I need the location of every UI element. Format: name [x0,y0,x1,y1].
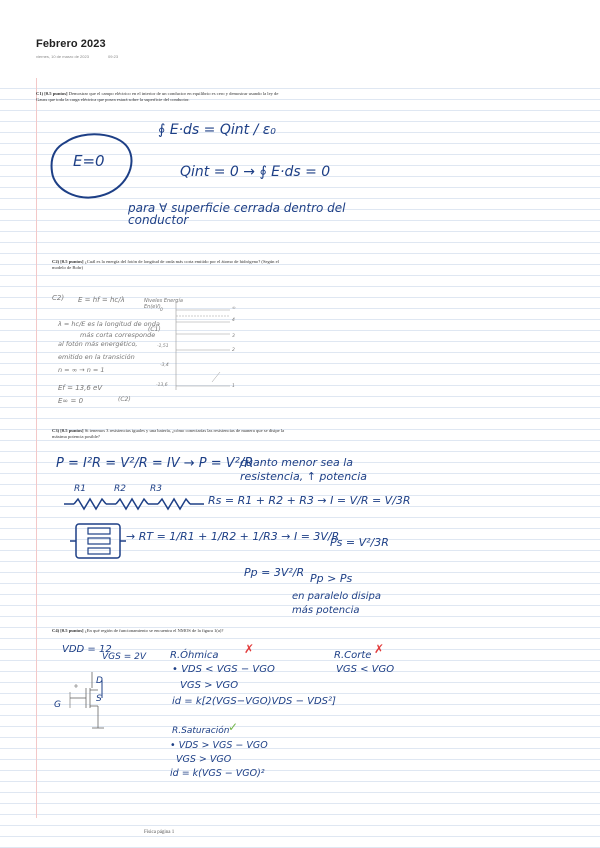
gauss-note: para ∀ superficie cerrada dentro del conductor [128,201,346,227]
page-title: Febrero 2023 [36,38,106,50]
question-c3-text: Si tenemos 3 resistencias iguales y una batería, ¿cómo conectarías las resistencias de manera que se disipe la máxima potencia posible? [52,428,285,439]
source-label: S [96,694,102,704]
gate-label: G [54,700,61,710]
parallel-power: Pp = 3V²/R [244,566,305,579]
power-compare: Pp > Ps [310,572,353,585]
parallel-circuit [70,522,126,562]
corte-condition: VGS < VGO [336,664,395,675]
level-n: 2 [232,348,235,353]
pencil-line: E∞ = 0 [58,397,84,405]
drain-label: D [96,676,103,686]
page-meta [36,54,136,59]
ohmica-wrong-mark: ✗ [244,642,255,656]
vgs-label: VGS = 2V [102,652,146,662]
ohmica-condition: VGS > VGO [180,680,239,691]
level-n: ∞ [232,306,236,311]
series-power: Ps = V²/3R [330,536,389,549]
corte-wrong-mark: ✗ [374,642,385,656]
vdd-label: VDD = 12 [62,644,112,655]
nmos-circuit [62,668,116,736]
page-date: viernes, 10 de marzo de 2023 [36,54,89,59]
pencil-note: (C1) [148,326,161,333]
ohmica-equation: id = k[2(VGS−VGO)VDS − VDS²] [172,696,336,707]
pencil-line: λ = hc/E es la longitud de onda [58,320,160,328]
question-c3-label: C3) [0.5 puntos] [52,428,84,433]
parallel-equation: → RT = 1/R1 + 1/R2 + 1/R3 → I = 3V/R [126,530,340,543]
pencil-line: Ef = 13,6 eV [58,384,103,392]
question-c1 [36,91,286,103]
margin-line [36,78,37,818]
ohmica-title: R.Óhmica [170,650,219,661]
question-c4-text: ¿En qué región de funcionamiento se encuentra el NMOS de la figura 1(a)? [84,628,224,633]
gauss-equation: ∮ E·ds = Qint / ε₀ [158,122,276,138]
corte-title: R.Corte [334,650,372,661]
page-time: 09:23 [108,54,119,59]
series-circuit [64,488,214,514]
question-c2-text: ¿Cuál es la energía del fotón de longitud de onda más corta emitido por el átomo de hidrógeno? (Según el modelo de Bohr) [52,259,279,270]
pencil-line: n = ∞ → n = 1 [58,366,105,374]
level-n: 1 [232,384,235,389]
energy-diagram-title: Niveles Energía En(eV) [144,298,183,310]
saturation-right-mark: ✓ [228,720,239,734]
question-c2-label: C2) [0.5 puntos] [52,259,84,264]
gauss-zero-equation: Qint = 0 → ∮ E·ds = 0 [180,164,331,180]
power-conclusion: en paralelo disipa más potencia [292,591,381,616]
page-number: Física página 1 [144,830,175,835]
level-n: 3 [232,334,235,339]
series-r-label: R1 [74,484,86,494]
level-value: -1,51 [157,344,169,349]
question-c3 [52,428,290,440]
series-r-label: R3 [150,484,162,494]
question-c1-label: C1) [0.5 puntos] [36,91,68,96]
series-r-label: R2 [114,484,126,494]
power-note: cuanto menor sea la resistencia, ↑ potencia [240,456,368,483]
blob-label: E=0 [73,152,105,170]
pencil-note: (C2) [118,396,131,403]
ohmica-condition: • VDS < VGS − VGO [172,664,275,675]
series-equation: Rs = R1 + R2 + R3 → I = V/R = V/3R [208,494,411,507]
level-value: -3,4 [160,363,169,368]
pencil-line: al fotón más energético, [58,340,138,348]
saturation-condition: VGS > VGO [176,754,232,765]
saturation-equation: id = k(VGS − VGO)² [170,768,265,779]
level-value: 0 [160,308,163,313]
level-n: 4 [232,318,235,323]
level-value: -13,6 [156,383,168,388]
pencil-line: emitido en la transición [58,353,135,361]
saturation-condition: • VDS > VGS − VGO [170,740,268,751]
question-c2 [52,259,282,271]
saturation-title: R.Saturación [172,726,230,736]
power-equation: P = I²R = V²/R = IV → P = V²/R [56,456,254,471]
question-c4 [52,628,312,634]
question-c1-text: Demostrar que el campo eléctrico en el interior de un conductor en equilibrio es cero y demostrar usando la ley de Gauss que toda la carga eléctrica que posea estará sobre la superficie del conductor. [36,91,279,102]
question-c4-label: C4) [0.5 puntos] [52,628,84,633]
pencil-line: E = hf = hc/λ [78,296,125,304]
pencil-line: más corta corresponde [80,331,156,339]
pencil-line: C2) [52,294,65,302]
